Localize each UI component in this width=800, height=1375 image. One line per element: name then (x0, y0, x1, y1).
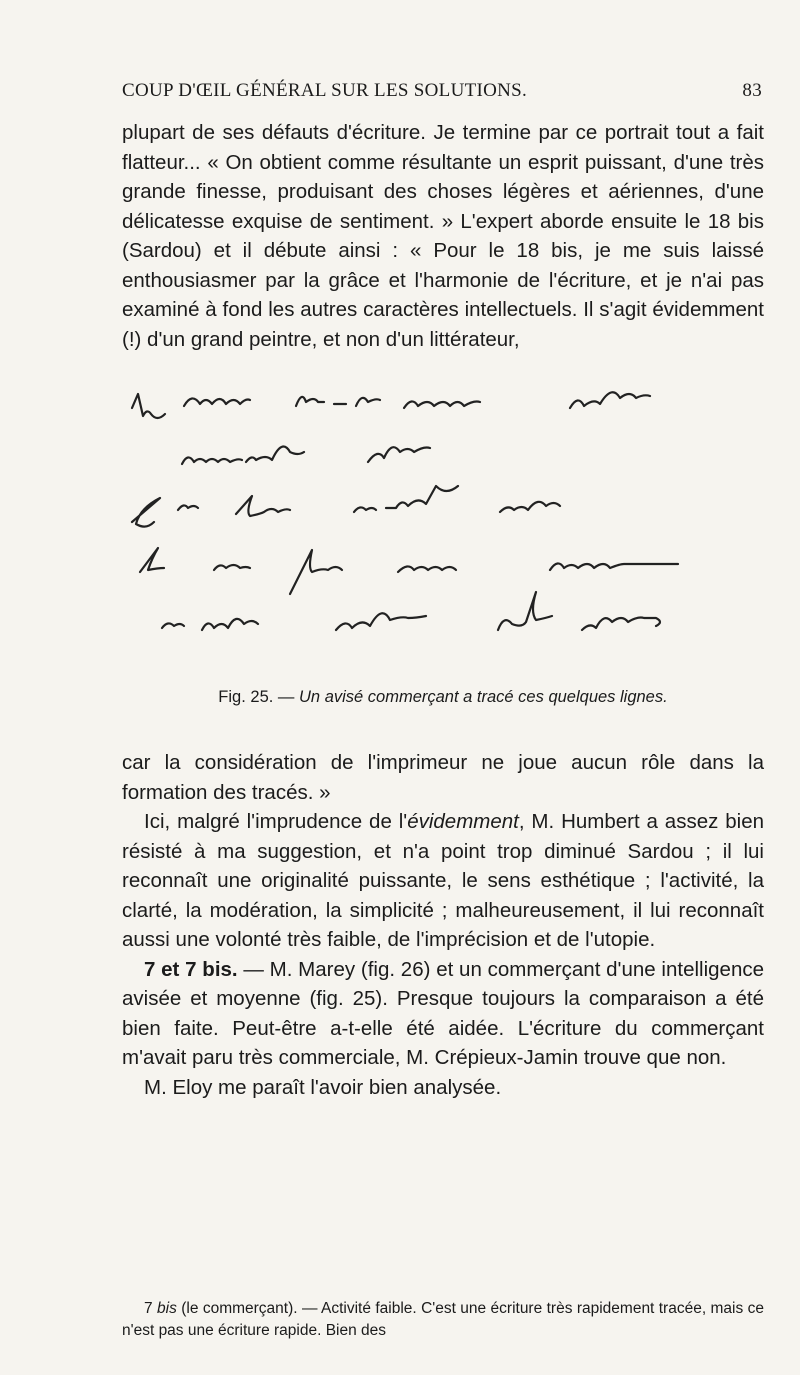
figure-caption-text: Un avisé commerçant a tracé ces quelques lignes. (299, 688, 668, 706)
paragraph-1: plupart de ses défauts d'écriture. Je termine par ce portrait tout a fait flatteur... « On obtient comme résultante un esprit puissant, d'une très grande finesse, produisant des choses légères et aériennes, d'une délicatesse exquise de sentiment. » L'expert aborde ensuite le 18 bis (Sardou) et il débute ainsi : « Pour le 18 bis, je me suis laissé enthousiasmer par la grâce et l'harmonie de l'écriture, et je n'ai pas examiné à fond les autres caractères intellectuels. Il s'agit évidemment (!) d'un grand peintre, et non d'un littérateur, (122, 121, 764, 351)
figure-label: Fig. 25. (218, 688, 274, 706)
paragraph-4-lead: 7 et 7 bis. (144, 957, 238, 981)
emphasis-evidemment: évidemment (407, 810, 519, 833)
body-text (122, 748, 764, 1102)
footnote-text: (le commerçant). — Activité faible. C'est une écriture très rapidement tracée, mais ce n'est pas une écriture rapide. Bien des (122, 1300, 764, 1339)
paragraph-3-end: , M. Humbert a assez bien résisté à ma suggestion, et n'a point trop diminué Sardou ; il lui reconnaît une originalité puissante, le sens esthétique ; l'activité, la clarté, la modération, la simplicité ; malheureusement, il lui reconnaît aussi une volonté très faible, de l'imprécision et de l'utopie. (122, 810, 764, 951)
footnote-emphasis: bis (157, 1300, 177, 1317)
page-number: 83 (742, 80, 762, 101)
paragraph-4-text: — M. Marey (fig. 26) et un commerçant d'une intelligence avisée et moyenne (fig. 25). Presque toujours la comparaison a été bien faite. Peut-être a-t-elle été aidée. L'écriture du commerçant m'avait paru très commerciale, M. Crépieux-Jamin trouve que non. (122, 957, 764, 1069)
running-head-title: COUP D'ŒIL GÉNÉRAL SUR LES SOLUTIONS. (122, 80, 528, 101)
paragraph-3 (122, 807, 764, 955)
paragraph-2: car la considération de l'imprimeur ne joue aucun rôle dans la formation des tracés. » (122, 751, 764, 804)
figure-caption: Fig. 25. — Un avisé commerçant a tracé ces quelques lignes. (218, 688, 668, 706)
footnote-number: 7 (144, 1300, 153, 1317)
paragraph-5: M. Eloy me paraît l'avoir bien analysée. (144, 1075, 502, 1099)
paragraph-3-start: Ici, malgré l'imprudence de l' (144, 810, 408, 833)
paragraph-4 (122, 955, 764, 1073)
footnote (122, 1298, 764, 1342)
running-head (122, 80, 762, 106)
handwriting-specimen (118, 378, 778, 650)
